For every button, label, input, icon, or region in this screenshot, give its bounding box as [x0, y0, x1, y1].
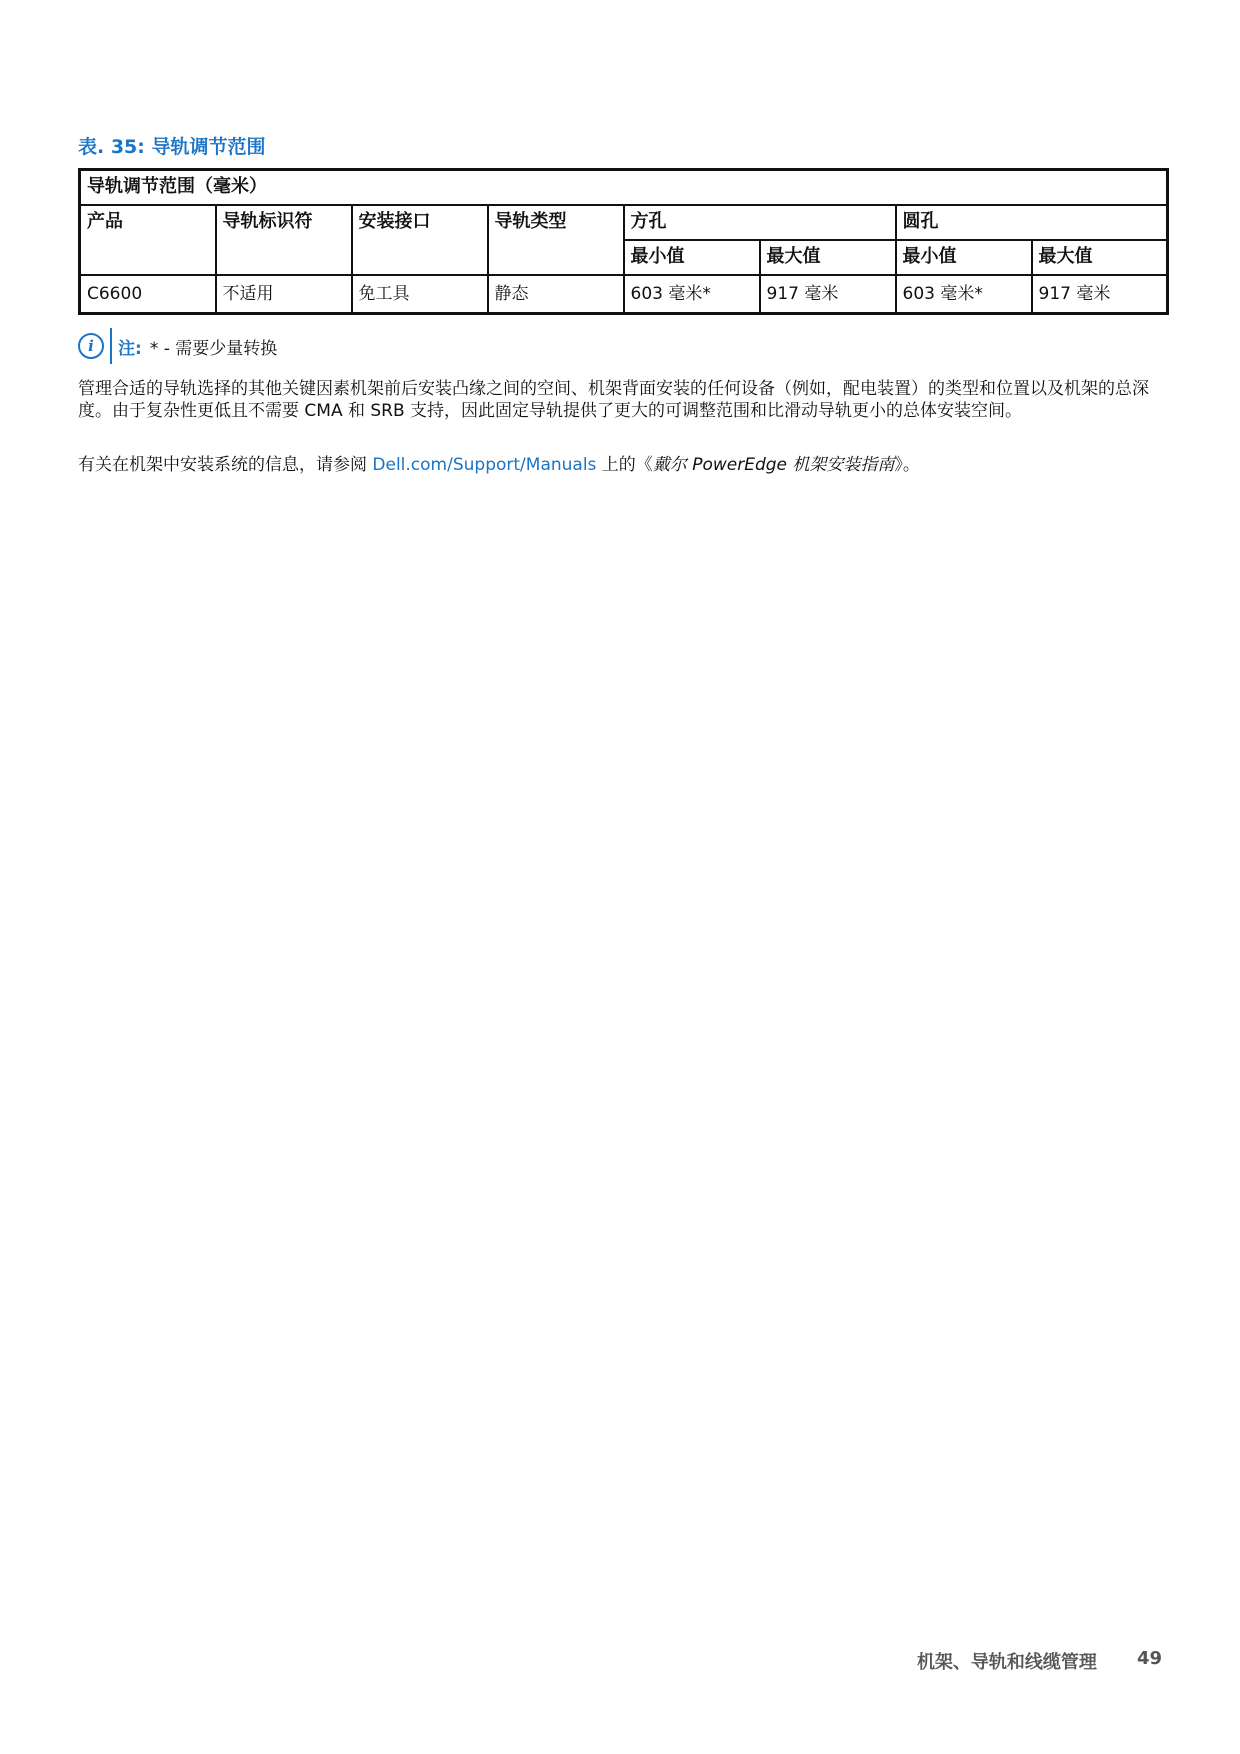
- note-divider: [110, 328, 112, 364]
- support-manuals-link[interactable]: Dell.com/Support/Manuals: [372, 455, 597, 475]
- note-text: * - 需要少量转换: [149, 338, 278, 359]
- guide-title: 戴尔 PowerEdge 机架安装指南: [652, 455, 895, 475]
- header-square-min: 最小值: [624, 240, 760, 275]
- cell-square-min: 603 毫米*: [624, 275, 760, 314]
- header-product: 产品: [80, 205, 216, 275]
- note-block: [78, 328, 277, 364]
- note-label: 注:: [118, 338, 142, 359]
- table-title-cell: 导轨调节范围（毫米）: [80, 170, 1168, 206]
- header-round-max: 最大值: [1032, 240, 1168, 275]
- header-rail-type: 导轨类型: [488, 205, 624, 275]
- install-info-middle: 上的《: [596, 455, 653, 475]
- header-rail-id: 导轨标识符: [216, 205, 352, 275]
- rail-selection-paragraph: 管理合适的导轨选择的其他关键因素机架前后安装凸缘之间的空间、机架背面安装的任何设备（例如，配电装置）的类型和位置以及机架的总深度。由于复杂性更低且不需要 CMA 和 SRB 支持，因此固定导轨提供了更大的可调整范围和比滑动导轨更小的总体安装空间。: [78, 379, 1149, 421]
- table-title-row: [80, 170, 1168, 206]
- rail-adjustability-table: [78, 168, 1169, 315]
- install-info-paragraph: [78, 454, 1166, 476]
- header-square-hole: 方孔: [624, 205, 896, 240]
- info-icon: i: [78, 333, 104, 359]
- cell-mount: 免工具: [352, 275, 488, 314]
- page-footer: [917, 1648, 1162, 1674]
- footer-section-title: 机架、导轨和线缆管理: [916, 1652, 1097, 1673]
- header-round-min: 最小值: [896, 240, 1032, 275]
- cell-rail-type: 静态: [488, 275, 624, 314]
- header-mount: 安装接口: [352, 205, 488, 275]
- cell-round-max: 917 毫米: [1032, 275, 1168, 314]
- table-header-row: [80, 205, 1168, 240]
- install-info-after: 》。: [894, 455, 920, 475]
- cell-round-min: 603 毫米*: [896, 275, 1032, 314]
- header-square-max: 最大值: [760, 240, 896, 275]
- install-info-before: 有关在机架中安装系统的信息，请参阅: [78, 455, 373, 475]
- table-caption: 表. 35: 导轨调节范围: [78, 136, 266, 158]
- cell-product: C6600: [80, 275, 216, 314]
- page-number: 49: [1136, 1648, 1162, 1669]
- cell-rail-id: 不适用: [216, 275, 352, 314]
- header-round-hole: 圆孔: [896, 205, 1168, 240]
- table-row: [80, 275, 1168, 314]
- cell-square-max: 917 毫米: [760, 275, 896, 314]
